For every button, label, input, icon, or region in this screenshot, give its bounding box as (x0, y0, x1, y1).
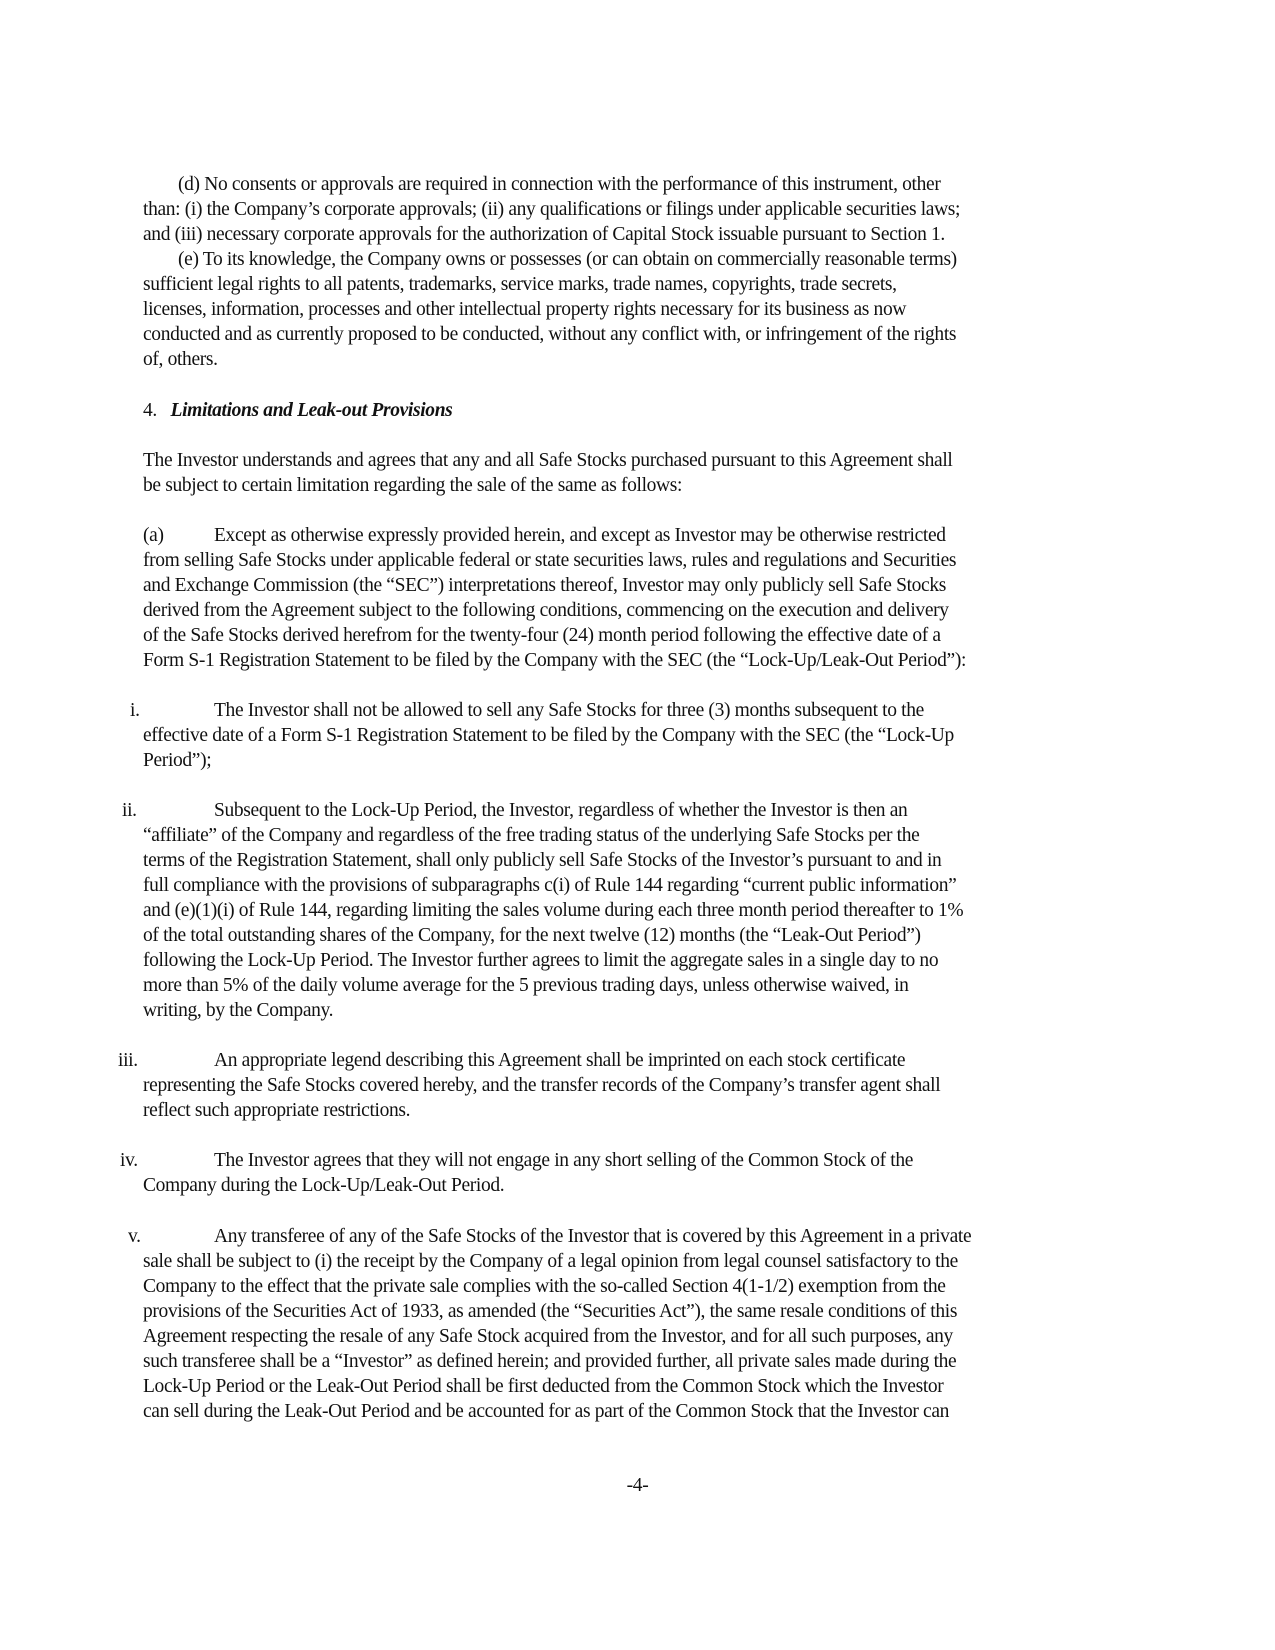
text-line: can sell during the Leak-Out Period and be accounted for as part of the Common Stock that the Investor can (143, 1401, 950, 1422)
list-item-label: i. (130, 700, 140, 721)
text-line: derived from the Agreement subject to the following conditions, commencing on the execution and delivery (143, 600, 949, 621)
list-item (122, 798, 1123, 1023)
list-item-label: iii. (118, 1050, 138, 1071)
paragraph-e (143, 247, 1123, 372)
list-item-label: iv. (120, 1150, 138, 1171)
text-line: writing, by the Company. (143, 1000, 334, 1021)
text-line: Company to the effect that the private sale complies with the so-called Section 4(1-1/2) exemption from the (143, 1276, 946, 1297)
intro-paragraph (143, 448, 1123, 498)
list-item-label: ii. (122, 800, 137, 821)
paragraph-label: (a) (143, 525, 164, 546)
text-line: terms of the Registration Statement, shall only publicly sell Safe Stocks of the Investor’s pursuant to and in (143, 850, 942, 871)
list-item (130, 698, 1123, 773)
text-line: The Investor agrees that they will not engage in any short selling of the Common Stock of the (214, 1150, 914, 1171)
text-line: than: (i) the Company’s corporate approvals; (ii) any qualifications or filings under applicable securities laws; (143, 199, 961, 220)
text-line: more than 5% of the daily volume average for the 5 previous trading days, unless otherwise waived, in (143, 975, 909, 996)
text-line: The Investor shall not be allowed to sell any Safe Stocks for three (3) months subsequent to the (214, 700, 924, 721)
text-line: of the total outstanding shares of the Company, for the next twelve (12) months (the “Leak-Out Period”) (143, 925, 921, 946)
section-heading (143, 398, 1123, 423)
list-item (128, 1224, 1123, 1424)
text-line: and (iii) necessary corporate approvals for the authorization of Capital Stock issuable pursuant to Section 1. (143, 224, 945, 245)
text-line: and Exchange Commission (the “SEC”) interpretations thereof, Investor may only publicly sell Safe Stocks (143, 575, 946, 596)
text-line: reflect such appropriate restrictions. (143, 1100, 411, 1121)
list-item (120, 1148, 1123, 1198)
text-line: be subject to certain limitation regarding the sale of the same as follows: (143, 475, 683, 496)
text-line: representing the Safe Stocks covered hereby, and the transfer records of the Company’s transfer agent shall (143, 1075, 941, 1096)
text-line: Any transferee of any of the Safe Stocks of the Investor that is covered by this Agreement in a private (214, 1226, 972, 1247)
text-line: licenses, information, processes and other intellectual property rights necessary for its business as now (143, 299, 907, 320)
text-line: sale shall be subject to (i) the receipt by the Company of a legal opinion from legal counsel satisfactory to the (143, 1251, 958, 1272)
text-line: of, others. (143, 349, 218, 370)
list-item-label: v. (128, 1226, 141, 1247)
text-line: Company during the Lock-Up/Leak-Out Period. (143, 1175, 505, 1196)
text-line: from selling Safe Stocks under applicable federal or state securities laws, rules and regulations and Securities (143, 550, 957, 571)
text-line: provisions of the Securities Act of 1933, as amended (the “Securities Act”), the same resale conditions of this (143, 1301, 958, 1322)
paragraph-a (143, 523, 1123, 673)
text-line: Form S-1 Registration Statement to be filed by the Company with the SEC (the “Lock-Up/Leak-Out Period”): (143, 650, 967, 671)
text-line: (e) To its knowledge, the Company owns or possesses (or can obtain on commercially reasonable terms) (178, 249, 957, 270)
text-line: Agreement respecting the resale of any Safe Stock acquired from the Investor, and for all such purposes, any (143, 1326, 953, 1347)
text-line: Lock-Up Period or the Leak-Out Period shall be first deducted from the Common Stock which the Investor (143, 1376, 944, 1397)
text-line: (d) No consents or approvals are required in connection with the performance of this instrument, other (178, 174, 941, 195)
text-line: full compliance with the provisions of subparagraphs c(i) of Rule 144 regarding “current public information” (143, 875, 957, 896)
text-line: effective date of a Form S-1 Registration Statement to be filed by the Company with the SEC (the “Lock-Up (143, 725, 954, 746)
text-line: Subsequent to the Lock-Up Period, the Investor, regardless of whether the Investor is then an (214, 800, 908, 821)
text-line: Except as otherwise expressly provided herein, and except as Investor may be otherwise restricted (214, 525, 946, 546)
list-item (118, 1048, 1123, 1123)
text-line: An appropriate legend describing this Agreement shall be imprinted on each stock certificate (214, 1050, 906, 1071)
text-line: of the Safe Stocks derived herefrom for the twenty-four (24) month period following the effective date of a (143, 625, 941, 646)
text-line: and (e)(1)(i) of Rule 144, regarding limiting the sales volume during each three month period thereafter to 1% (143, 900, 964, 921)
section-number: 4. (143, 400, 157, 421)
text-line: conducted and as currently proposed to be conducted, without any conflict with, or infringement of the rights (143, 324, 957, 345)
text-line: such transferee shall be a “Investor” as defined herein; and provided further, all private sales made during the (143, 1351, 957, 1372)
text-line: “affiliate” of the Company and regardless of the free trading status of the underlying Safe Stocks per the (143, 825, 920, 846)
text-line: Period”); (143, 750, 212, 771)
text-line: The Investor understands and agrees that any and all Safe Stocks purchased pursuant to this Agreement shall (143, 450, 953, 471)
page-number: -4- (626, 1475, 649, 1496)
text-line: following the Lock-Up Period. The Investor further agrees to limit the aggregate sales in a single day to no (143, 950, 939, 971)
text-line: sufficient legal rights to all patents, trademarks, service marks, trade names, copyrights, trade secrets, (143, 274, 897, 295)
section-title: Limitations and Leak-out Provisions (170, 400, 453, 421)
paragraph-d (143, 172, 1123, 247)
